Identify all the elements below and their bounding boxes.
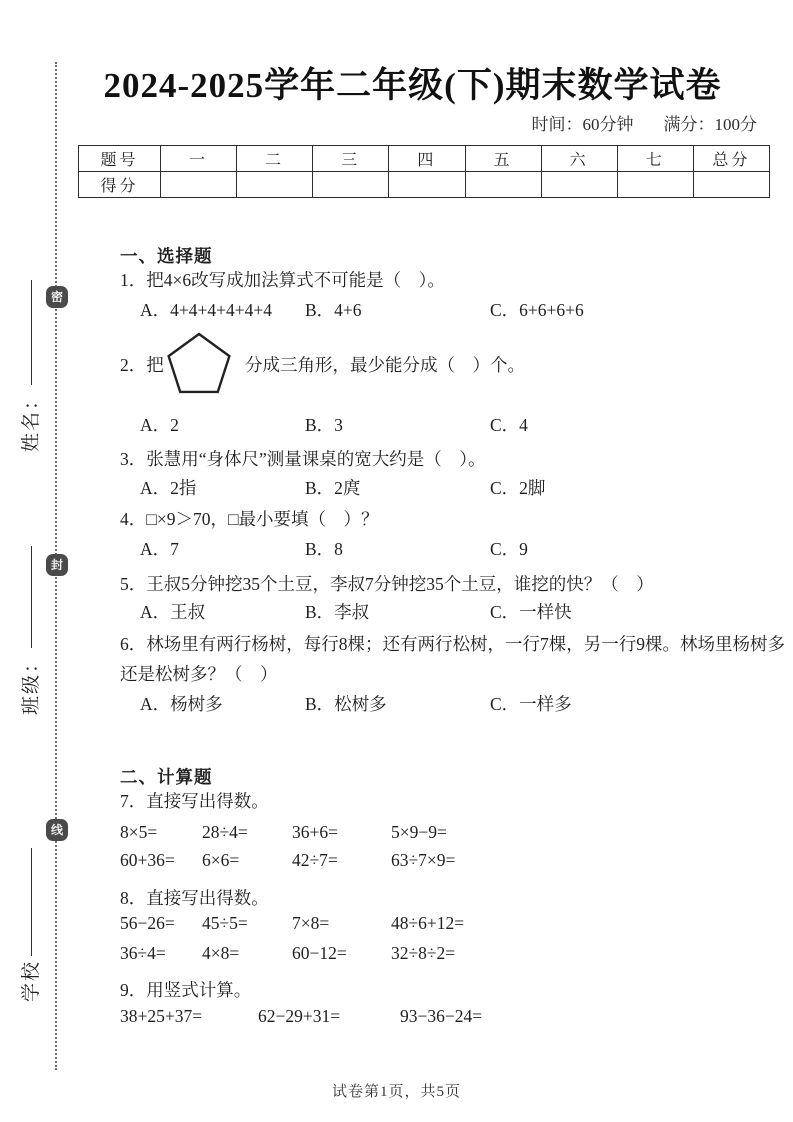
col-1: 一 (161, 146, 237, 172)
question-3-options (140, 475, 740, 500)
q7-eq-6: 6×6= (202, 850, 240, 870)
class-blank-line (31, 546, 32, 648)
question-5-options (140, 599, 740, 624)
question-7-row1 (120, 822, 680, 843)
col-2: 二 (237, 146, 313, 172)
section-2-heading: 二、计算题 (120, 767, 213, 787)
q1-option-c: C．6+6+6+6 (490, 300, 584, 320)
q3-option-a: A．2指 (140, 478, 197, 498)
exam-time: 时间：60分钟 (531, 115, 634, 134)
question-7-row2 (120, 850, 680, 871)
score-table-label: 题号 (79, 146, 161, 172)
school-label: 学校 (21, 959, 42, 1002)
seal-char-feng: 封 (46, 554, 68, 576)
q8-eq-8: 32÷8÷2= (391, 943, 456, 963)
q4-option-b: B．8 (305, 539, 343, 559)
q2-suffix: 分成三角形，最少能分成（ ）个。 (245, 355, 525, 375)
name-label: 姓名： (21, 388, 42, 452)
q7-eq-5: 60+36= (120, 850, 175, 870)
q2-prefix: 2．把 (120, 355, 164, 375)
question-7-label: 7．直接写出得数。 (120, 791, 269, 811)
q4-option-a: A．7 (140, 539, 179, 559)
q5-option-c: C．一样快 (490, 602, 572, 622)
q8-eq-6: 4×8= (202, 943, 240, 963)
name-blank-line (31, 280, 32, 385)
score-cell (617, 172, 693, 198)
col-7: 七 (617, 146, 693, 172)
score-table-header-row (79, 146, 770, 172)
question-1-options (140, 297, 740, 322)
class-label: 班级： (21, 651, 42, 715)
question-5-stem: 5．王叔5分钟挖35个土豆，李叔7分钟挖35个土豆，谁挖的快？（ ） (120, 574, 654, 594)
question-6-options (140, 691, 740, 716)
q9-eq-1: 38+25+37= (120, 1006, 203, 1026)
q3-option-b: B．2庹 (305, 478, 361, 498)
question-2-stem (120, 330, 720, 405)
question-3-stem: 3．张慧用“身体尺”测量课桌的宽大约是（ ）。 (120, 449, 486, 469)
q8-eq-4: 48÷6+12= (391, 913, 465, 933)
question-1-stem: 1．把4×6改写成加法算式不可能是（ ）。 (120, 270, 445, 290)
col-4: 四 (389, 146, 465, 172)
q8-eq-2: 45÷5= (202, 913, 248, 933)
school-blank-line (31, 848, 32, 956)
q5-option-a: A．王叔 (140, 602, 206, 622)
score-cell (541, 172, 617, 198)
q5-option-b: B．李叔 (305, 602, 370, 622)
score-cell (389, 172, 465, 198)
question-6-stem-line2: 还是松树多？（ ） (120, 664, 278, 684)
q1-option-b: B．4+6 (305, 300, 362, 320)
exam-title: 2024-2025学年二年级(下)期末数学试卷 (103, 66, 722, 105)
seal-char-mi: 密 (46, 286, 68, 308)
page-footer: 试卷第1页，共5页 (331, 1084, 461, 1100)
q7-eq-4: 5×9−9= (391, 822, 447, 842)
question-8-row1 (120, 913, 680, 934)
question-8-label: 8．直接写出得数。 (120, 888, 269, 908)
q9-eq-2: 62−29+31= (258, 1006, 341, 1026)
score-cell (313, 172, 389, 198)
question-4-options (140, 536, 740, 561)
col-6: 六 (541, 146, 617, 172)
score-cell (465, 172, 541, 198)
q6-option-c: C．一样多 (490, 694, 572, 714)
score-row-label: 得分 (79, 172, 161, 198)
q7-eq-3: 36+6= (292, 822, 338, 842)
pentagon-shape (165, 330, 233, 400)
q7-eq-8: 63÷7×9= (391, 850, 456, 870)
question-2-options (140, 412, 740, 437)
q1-option-a: A．4+4+4+4+4+4 (140, 300, 272, 320)
exam-meta (532, 110, 758, 135)
q6-option-b: B．松树多 (305, 694, 387, 714)
q8-eq-3: 7×8= (292, 913, 330, 933)
q2-option-a: A．2 (140, 415, 179, 435)
q4-option-c: C．9 (490, 539, 528, 559)
seal-char-xian: 线 (46, 819, 68, 841)
question-9-row (120, 1006, 640, 1027)
score-cell (161, 172, 237, 198)
question-4-stem: 4．□×9＞70，□最小要填（ ）？ (120, 509, 379, 529)
q8-eq-7: 60−12= (292, 943, 347, 963)
q6-option-a: A．杨树多 (140, 694, 223, 714)
exam-full-score: 满分：100分 (663, 115, 757, 134)
score-cell (237, 172, 313, 198)
col-total: 总分 (693, 146, 769, 172)
name-field (16, 280, 43, 452)
q8-eq-1: 56−26= (120, 913, 175, 933)
q7-eq-1: 8×5= (120, 822, 158, 842)
q8-eq-5: 36÷4= (120, 943, 166, 963)
q7-eq-7: 42÷7= (292, 850, 338, 870)
q3-option-c: C．2脚 (490, 478, 546, 498)
q7-eq-2: 28÷4= (202, 822, 248, 842)
section-1-heading: 一、选择题 (120, 246, 213, 266)
score-table (78, 145, 770, 198)
q2-option-c: C．4 (490, 415, 528, 435)
col-3: 三 (313, 146, 389, 172)
score-row (79, 172, 770, 198)
question-8-row2 (120, 943, 680, 964)
score-cell (693, 172, 769, 198)
class-field (16, 546, 43, 715)
question-9-label: 9．用竖式计算。 (120, 980, 252, 1000)
q9-eq-3: 93−36−24= (400, 1006, 483, 1026)
school-field (16, 848, 43, 1002)
col-5: 五 (465, 146, 541, 172)
q2-option-b: B．3 (305, 415, 343, 435)
question-6-stem-line1: 6．林场里有两行杨树，每行8棵；还有两行松树，一行7棵，另一行9棵。林场里杨树多 (120, 634, 785, 654)
